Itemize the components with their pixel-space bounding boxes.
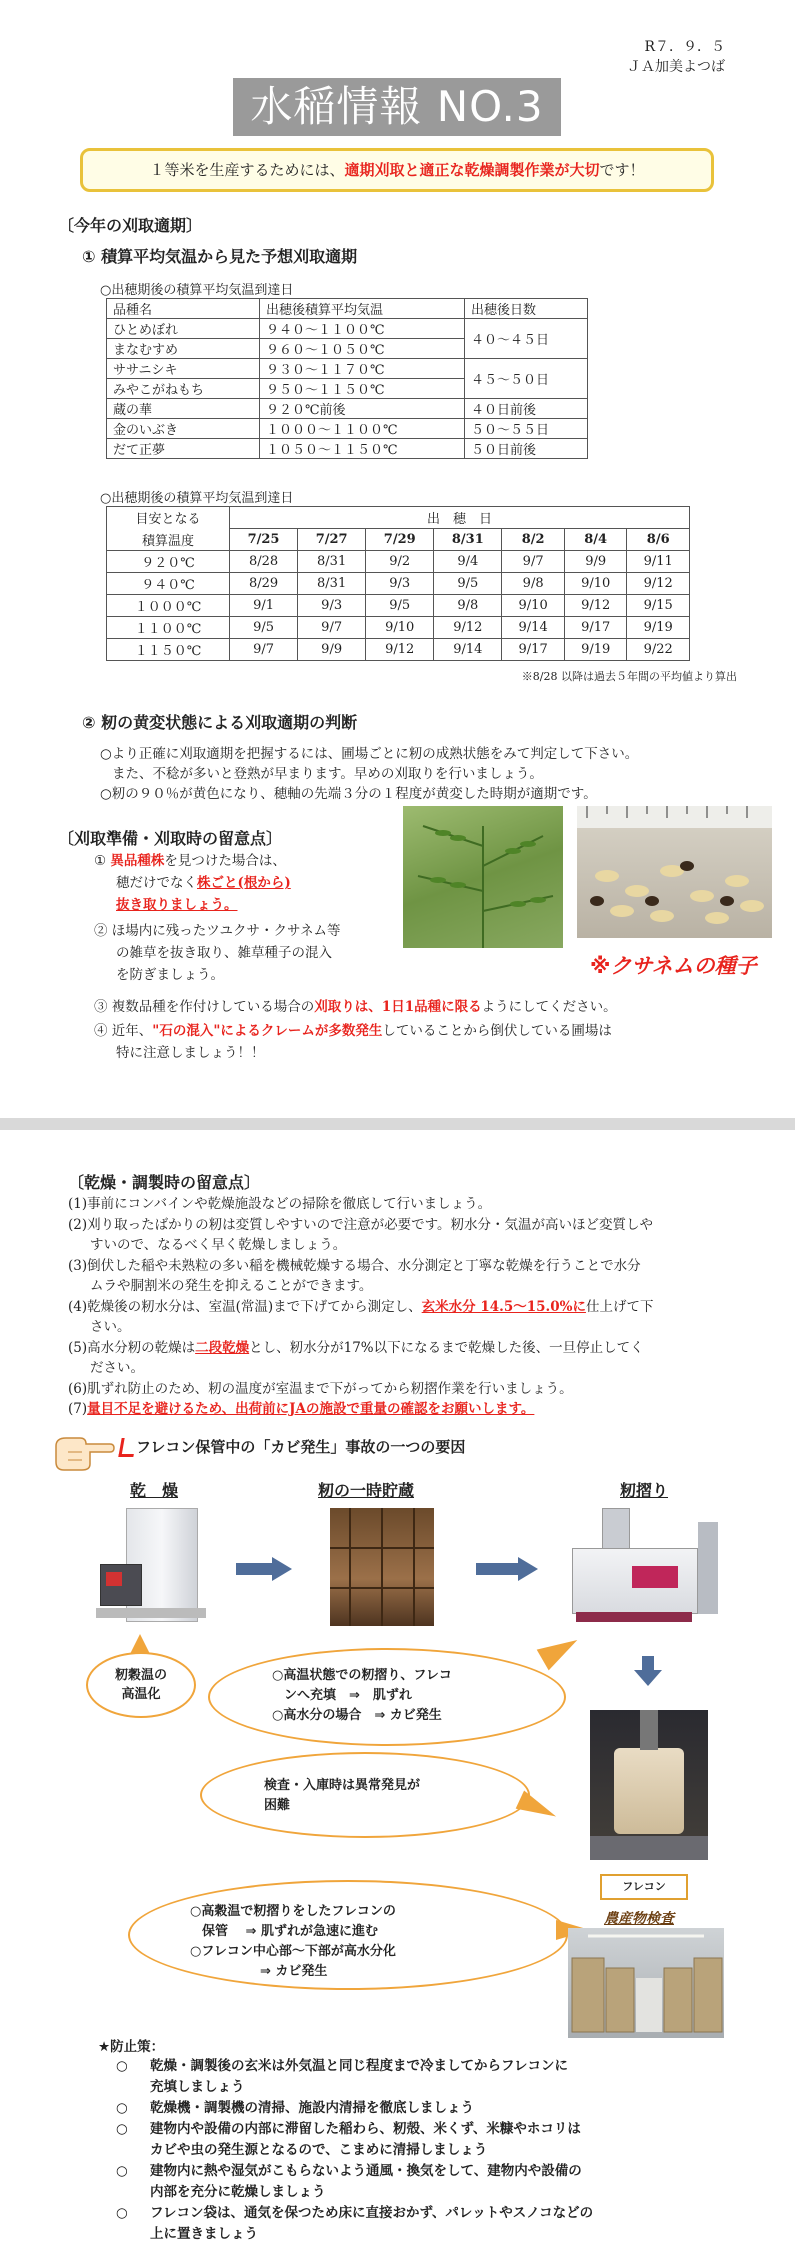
table-row bbox=[107, 399, 588, 419]
item-number: ③ bbox=[94, 999, 108, 1015]
heading-date: 8/6 bbox=[627, 529, 690, 551]
temperature-cell: １０００℃ bbox=[107, 595, 230, 617]
list-item bbox=[68, 1338, 738, 1359]
seed-photo bbox=[577, 806, 772, 938]
date-cell: 8/29 bbox=[230, 573, 298, 595]
arrow-right-icon bbox=[236, 1563, 272, 1575]
subheading-yellowing: ② 籾の黄変状態による刈取適期の判断 bbox=[82, 713, 358, 732]
date-cell: 9/4 bbox=[434, 551, 502, 573]
date-cell: 9/8 bbox=[434, 595, 502, 617]
prep-item-3 bbox=[94, 996, 617, 1018]
section-heading-prep: 〔刈取準備・刈取時の留意点〕 bbox=[58, 829, 283, 848]
table-header-row bbox=[107, 507, 690, 529]
table1-caption: ○出穂期後の積算平均気温到達日 bbox=[100, 283, 294, 298]
list-item: すいので、なるべく早く乾燥しましょう。 bbox=[90, 1237, 347, 1253]
date-cell: 9/7 bbox=[298, 617, 366, 639]
item-text: 特に注意しましょう！！ bbox=[116, 1045, 265, 1061]
date-cell: 9/11 bbox=[627, 551, 690, 573]
list-item-text: 乾燥機・調製機の清掃、施設内清掃を徹底しましょう bbox=[150, 2100, 474, 2116]
banner bbox=[80, 148, 714, 192]
table-row bbox=[107, 617, 690, 639]
callout-text: ○高穀温で籾摺りをしたフレコンの bbox=[190, 1904, 396, 1919]
date-cell: 9/10 bbox=[502, 595, 565, 617]
drying-list bbox=[68, 1194, 738, 1420]
item-highlight: "石の混入"によるクレームが多数発生 bbox=[152, 1023, 383, 1039]
heading-group: 出 穂 日 bbox=[230, 507, 690, 529]
table-header-row bbox=[107, 299, 588, 319]
huller-machine-image bbox=[572, 1508, 722, 1626]
flecon-label: フレコン bbox=[600, 1874, 688, 1900]
callout-text: ○フレコン中心部～下部が高水分化 bbox=[190, 1944, 396, 1959]
table-row bbox=[107, 419, 588, 439]
variety-days: ５０日前後 bbox=[465, 439, 588, 459]
item-highlight: 抜き取りましょう。 bbox=[116, 897, 238, 913]
item-highlight: 刈取りは、1日1品種に限る bbox=[314, 999, 482, 1015]
list-item bbox=[116, 2119, 736, 2161]
section-heading-harvest: 〔今年の刈取適期〕 bbox=[58, 216, 203, 235]
date-cell: 9/5 bbox=[434, 573, 502, 595]
variety-name: ひとめぼれ bbox=[107, 319, 260, 339]
hand-pointer-icon bbox=[52, 1432, 116, 1472]
heading-date: 8/4 bbox=[564, 529, 627, 551]
item-highlight: 二段乾燥 bbox=[195, 1339, 250, 1356]
prep-item-1 bbox=[94, 850, 394, 916]
list-item-text: 建物内に熱や湿気がこもらないよう通風・換気をして、建物内や設備の bbox=[150, 2163, 582, 2179]
date-cell: 9/15 bbox=[627, 595, 690, 617]
date-cell: 9/17 bbox=[564, 617, 627, 639]
date-cell: 9/12 bbox=[564, 595, 627, 617]
heading-date-table bbox=[106, 506, 690, 661]
page-1 bbox=[0, 0, 795, 1118]
variety-name: みやこがねもち bbox=[107, 379, 260, 399]
callout-text: 保管 ⇒ 肌ずれが急速に進む bbox=[202, 1924, 378, 1939]
callout-bubble bbox=[86, 1652, 196, 1718]
circle-bullet-icon: ○ bbox=[116, 2205, 128, 2221]
list-item bbox=[116, 2203, 736, 2245]
item-number: ④ bbox=[94, 1023, 108, 1039]
list-item: ださい。 bbox=[90, 1360, 144, 1376]
date-cell: 9/5 bbox=[366, 595, 434, 617]
table-row bbox=[107, 573, 690, 595]
bracket-mark-icon bbox=[118, 1438, 136, 1457]
variety-days: ４５～５０日 bbox=[465, 359, 588, 399]
variety-table bbox=[106, 298, 588, 459]
circle-bullet-icon: ○ bbox=[116, 2100, 128, 2116]
item-text: ほ場内に残ったツユクサ・クサネム等 bbox=[111, 923, 341, 939]
callout-text: ⇒ カビ発生 bbox=[260, 1964, 328, 1979]
date-cell: 9/10 bbox=[564, 573, 627, 595]
seeds-image bbox=[577, 806, 772, 938]
date-cell: 8/31 bbox=[298, 551, 366, 573]
date-cell: 9/14 bbox=[502, 617, 565, 639]
table-header: 品種名 bbox=[107, 299, 260, 319]
date-cell: 9/9 bbox=[564, 551, 627, 573]
temperature-cell: １１００℃ bbox=[107, 617, 230, 639]
table-header-row bbox=[107, 529, 690, 551]
list-item-text: 上に置きましょう bbox=[150, 2226, 258, 2242]
temperature-cell: １１５０℃ bbox=[107, 639, 230, 661]
table-header: 出穂後積算平均気温 bbox=[260, 299, 465, 319]
dryer-machine-image bbox=[96, 1508, 206, 1628]
item-text: 仕上げて下 bbox=[585, 1298, 654, 1315]
list-item: (3)倒伏した稲や未熟粒の多い稲を機械乾燥する場合、水分測定と丁寧な乾燥を行うことで水分 bbox=[68, 1257, 641, 1274]
variety-name: 金のいぶき bbox=[107, 419, 260, 439]
heading-date: 7/27 bbox=[298, 529, 366, 551]
banner-highlight: 適期刈取と適正な乾燥調製作業が大切 bbox=[344, 161, 600, 179]
header-org: ＪＡ加美よつば bbox=[627, 59, 725, 75]
table-row bbox=[107, 551, 690, 573]
variety-days: ５０～５５日 bbox=[465, 419, 588, 439]
callout-text: 困難 bbox=[264, 1798, 291, 1813]
callout-pointer-icon bbox=[130, 1634, 150, 1654]
prevention-title: ★防止策： bbox=[98, 2039, 165, 2055]
callout-text: ○高水分の場合 ⇒ カビ発生 bbox=[272, 1708, 442, 1723]
list-item-text: 充填しましょう bbox=[150, 2079, 245, 2095]
variety-temp: ９２０℃前後 bbox=[260, 399, 465, 419]
item-text: (4)乾燥後の籾水分は、室温(常温)まで下げてから測定し、 bbox=[68, 1298, 422, 1315]
item-number: ① bbox=[94, 853, 107, 869]
variety-temp: ９３０～１１７０℃ bbox=[260, 359, 465, 379]
date-cell: 9/8 bbox=[502, 573, 565, 595]
banner-post: です！ bbox=[599, 161, 645, 179]
callout-pointer-icon bbox=[516, 1790, 561, 1825]
item-highlight: 量目不足を避けるため、出荷前にJAの施設で重量の確認をお願いします。 bbox=[87, 1401, 535, 1417]
weed-plant-image bbox=[403, 806, 563, 948]
paragraph: また、不稔が多いと登熟が早まります。早めの刈取りを行いましょう。 bbox=[112, 766, 543, 782]
prep-item-2 bbox=[94, 920, 404, 986]
date-cell: 9/10 bbox=[366, 617, 434, 639]
item-text: を防ぎましょう。 bbox=[116, 967, 224, 983]
variety-name: ササニシキ bbox=[107, 359, 260, 379]
variety-temp: ９４０～１１００℃ bbox=[260, 319, 465, 339]
item-text: とし、籾水分が17%以下になるまで乾燥した後、一旦停止してく bbox=[249, 1339, 644, 1356]
callout-bubble bbox=[128, 1880, 568, 1990]
table-row bbox=[107, 595, 690, 617]
date-cell: 9/14 bbox=[434, 639, 502, 661]
circle-bullet-icon: ○ bbox=[116, 2058, 128, 2074]
date-cell: 9/5 bbox=[230, 617, 298, 639]
item-text: (5)高水分籾の乾燥は bbox=[68, 1339, 196, 1356]
item-text: の雑草を抜き取り、雑草種子の混入 bbox=[116, 945, 332, 961]
table-note: ※8/28 以降は過去５年間の平均値より算出 bbox=[521, 670, 737, 683]
prevention-list bbox=[116, 2056, 736, 2245]
list-item bbox=[116, 2161, 736, 2203]
list-item: (6)肌ずれ防止のため、籾の温度が室温まで下がってから籾摺作業を行いましょう。 bbox=[68, 1380, 573, 1397]
heading-date: 8/2 bbox=[502, 529, 565, 551]
stage-label-hulling: 籾摺り bbox=[620, 1481, 669, 1500]
corner-label: 積算温度 bbox=[107, 529, 230, 551]
date-cell: 9/17 bbox=[502, 639, 565, 661]
date-cell: 9/1 bbox=[230, 595, 298, 617]
heading-date: 8/31 bbox=[434, 529, 502, 551]
table-row bbox=[107, 639, 690, 661]
variety-name: だて正夢 bbox=[107, 439, 260, 459]
callout-text: ンへ充填 ⇒ 肌ずれ bbox=[284, 1688, 412, 1703]
table-row bbox=[107, 359, 588, 379]
corner-label: 目安となる bbox=[107, 507, 230, 529]
date-cell: 9/12 bbox=[627, 573, 690, 595]
date-cell: 9/3 bbox=[298, 595, 366, 617]
item-highlight: 異品種株 bbox=[110, 853, 165, 869]
section-heading-drying: 〔乾燥・調製時の留意点〕 bbox=[68, 1173, 261, 1192]
heading-date: 7/25 bbox=[230, 529, 298, 551]
flecon-bag-image bbox=[590, 1710, 708, 1860]
date-cell: 8/31 bbox=[298, 573, 366, 595]
item-text: ようにしてください。 bbox=[481, 999, 617, 1015]
item-text: 複数品種を作付けしている場合の bbox=[111, 999, 315, 1015]
heading-date-rows bbox=[107, 551, 690, 661]
list-item: (1)事前にコンバインや乾燥施設などの掃除を徹底して行いましょう。 bbox=[68, 1196, 492, 1212]
callout-text: 籾穀温の bbox=[114, 1668, 167, 1683]
circle-bullet-icon: ○ bbox=[116, 2163, 128, 2179]
subheading-temperature: ① 積算平均気温から見た予想刈取適期 bbox=[82, 247, 358, 266]
page-2 bbox=[0, 1130, 795, 2264]
variety-name: 蔵の華 bbox=[107, 399, 260, 419]
prep-item-4 bbox=[94, 1020, 612, 1064]
item-highlight: 株ごと(根から) bbox=[197, 875, 291, 891]
date-cell: 9/12 bbox=[434, 617, 502, 639]
item-number: ② bbox=[94, 923, 108, 939]
item-text: していることから倒伏している圃場は bbox=[382, 1023, 612, 1039]
arrow-head-icon bbox=[634, 1670, 662, 1686]
arrow-head-icon bbox=[272, 1557, 292, 1581]
item-text: 近年、 bbox=[111, 1023, 153, 1039]
date-cell: 9/12 bbox=[366, 639, 434, 661]
date-cell: 9/7 bbox=[502, 551, 565, 573]
list-item-text: 内部を充分に乾燥しましょう bbox=[150, 2184, 326, 2200]
callout-text: 検査・入庫時は異常発見が bbox=[264, 1778, 421, 1793]
stage-label-storage: 籾の一時貯蔵 bbox=[318, 1481, 415, 1500]
list-item-text: カビや虫の発生源となるので、こまめに清掃しましょう bbox=[150, 2142, 488, 2158]
list-item bbox=[116, 2098, 736, 2119]
arrow-down-icon bbox=[642, 1656, 654, 1670]
temperature-cell: ９４０℃ bbox=[107, 573, 230, 595]
list-item-text: フレコン袋は、通気を保つため床に直接おかず、パレットやスノコなどの bbox=[150, 2205, 594, 2221]
diagram-title: フレコン保管中の「カビ発生」事故の一つの要因 bbox=[136, 1438, 466, 1456]
list-item: (2)刈り取ったばかりの籾は変質しやすいので注意が必要です。籾水分・気温が高いほど変質しや bbox=[68, 1216, 654, 1233]
date-cell: 9/19 bbox=[627, 617, 690, 639]
date-cell: 9/2 bbox=[366, 551, 434, 573]
warehouse-image bbox=[568, 1928, 724, 2038]
date-cell: 9/19 bbox=[564, 639, 627, 661]
temperature-cell: ９２０℃ bbox=[107, 551, 230, 573]
item-text: 穂だけでなく bbox=[116, 875, 197, 891]
weed-photo bbox=[403, 806, 563, 948]
list-item bbox=[68, 1297, 738, 1318]
date-cell: 9/3 bbox=[366, 573, 434, 595]
item-text: を見つけた場合は、 bbox=[164, 853, 286, 869]
variety-temp: １０５０～１１５０℃ bbox=[260, 439, 465, 459]
callout-text: 高温化 bbox=[121, 1687, 161, 1702]
date-cell: 9/9 bbox=[298, 639, 366, 661]
variety-name: まなむすめ bbox=[107, 339, 260, 359]
date-cell: 9/7 bbox=[230, 639, 298, 661]
callout-bubble bbox=[208, 1648, 566, 1746]
seed-caption: ※クサネムの種子 bbox=[590, 954, 757, 978]
item-highlight: 玄米水分 14.5～15.0%に bbox=[421, 1298, 586, 1315]
callout-bubble bbox=[200, 1752, 530, 1838]
list-item bbox=[116, 2056, 736, 2098]
list-item-text: 建物内や設備の内部に滞留した稲わら、籾殻、米くず、米糠やホコリは bbox=[150, 2121, 581, 2137]
variety-temp: １０００～１１００℃ bbox=[260, 419, 465, 439]
item-text: (7) bbox=[68, 1401, 88, 1417]
page-title: 水稲情報 NO.3 bbox=[233, 78, 561, 136]
circle-bullet-icon: ○ bbox=[116, 2121, 128, 2137]
variety-days: ４０日前後 bbox=[465, 399, 588, 419]
variety-temp: ９５０～１１５０℃ bbox=[260, 379, 465, 399]
grain-storage-image bbox=[330, 1508, 434, 1626]
paragraph: ○籾の９０％が黄色になり、穂軸の先端３分の１程度が黄変した時期が適期です。 bbox=[100, 786, 597, 802]
table-row bbox=[107, 319, 588, 339]
table-row bbox=[107, 439, 588, 459]
table2-caption: ○出穂期後の積算平均気温到達日 bbox=[100, 491, 294, 506]
paragraph: ○より正確に刈取適期を把握するには、圃場ごとに籾の成熟状態をみて判定して下さい。 bbox=[100, 746, 639, 762]
heading-date: 7/29 bbox=[366, 529, 434, 551]
callout-text: ○高温状態での籾摺り、フレコ bbox=[272, 1668, 452, 1683]
list-item bbox=[68, 1399, 738, 1420]
table-header: 出穂後日数 bbox=[465, 299, 588, 319]
list-item-text: 乾燥・調製後の玄米は外気温と同じ程度まで冷ましてからフレコンに bbox=[150, 2058, 568, 2074]
list-item: ムラや胴割米の発生を抑えることができます。 bbox=[90, 1278, 373, 1294]
banner-pre: １等米を生産するためには、 bbox=[149, 161, 345, 179]
stage-label-drying: 乾 燥 bbox=[130, 1481, 179, 1500]
date-cell: 8/28 bbox=[230, 551, 298, 573]
arrow-right-icon bbox=[476, 1563, 518, 1575]
variety-temp: ９６０～１０５０℃ bbox=[260, 339, 465, 359]
list-item: さい。 bbox=[90, 1319, 131, 1335]
date-cell: 9/22 bbox=[627, 639, 690, 661]
header-date: R７．９．５ bbox=[644, 39, 725, 55]
variety-days: ４０～４５日 bbox=[465, 319, 588, 359]
inspection-label: 農産物検査 bbox=[604, 1911, 674, 1927]
arrow-head-icon bbox=[518, 1557, 538, 1581]
